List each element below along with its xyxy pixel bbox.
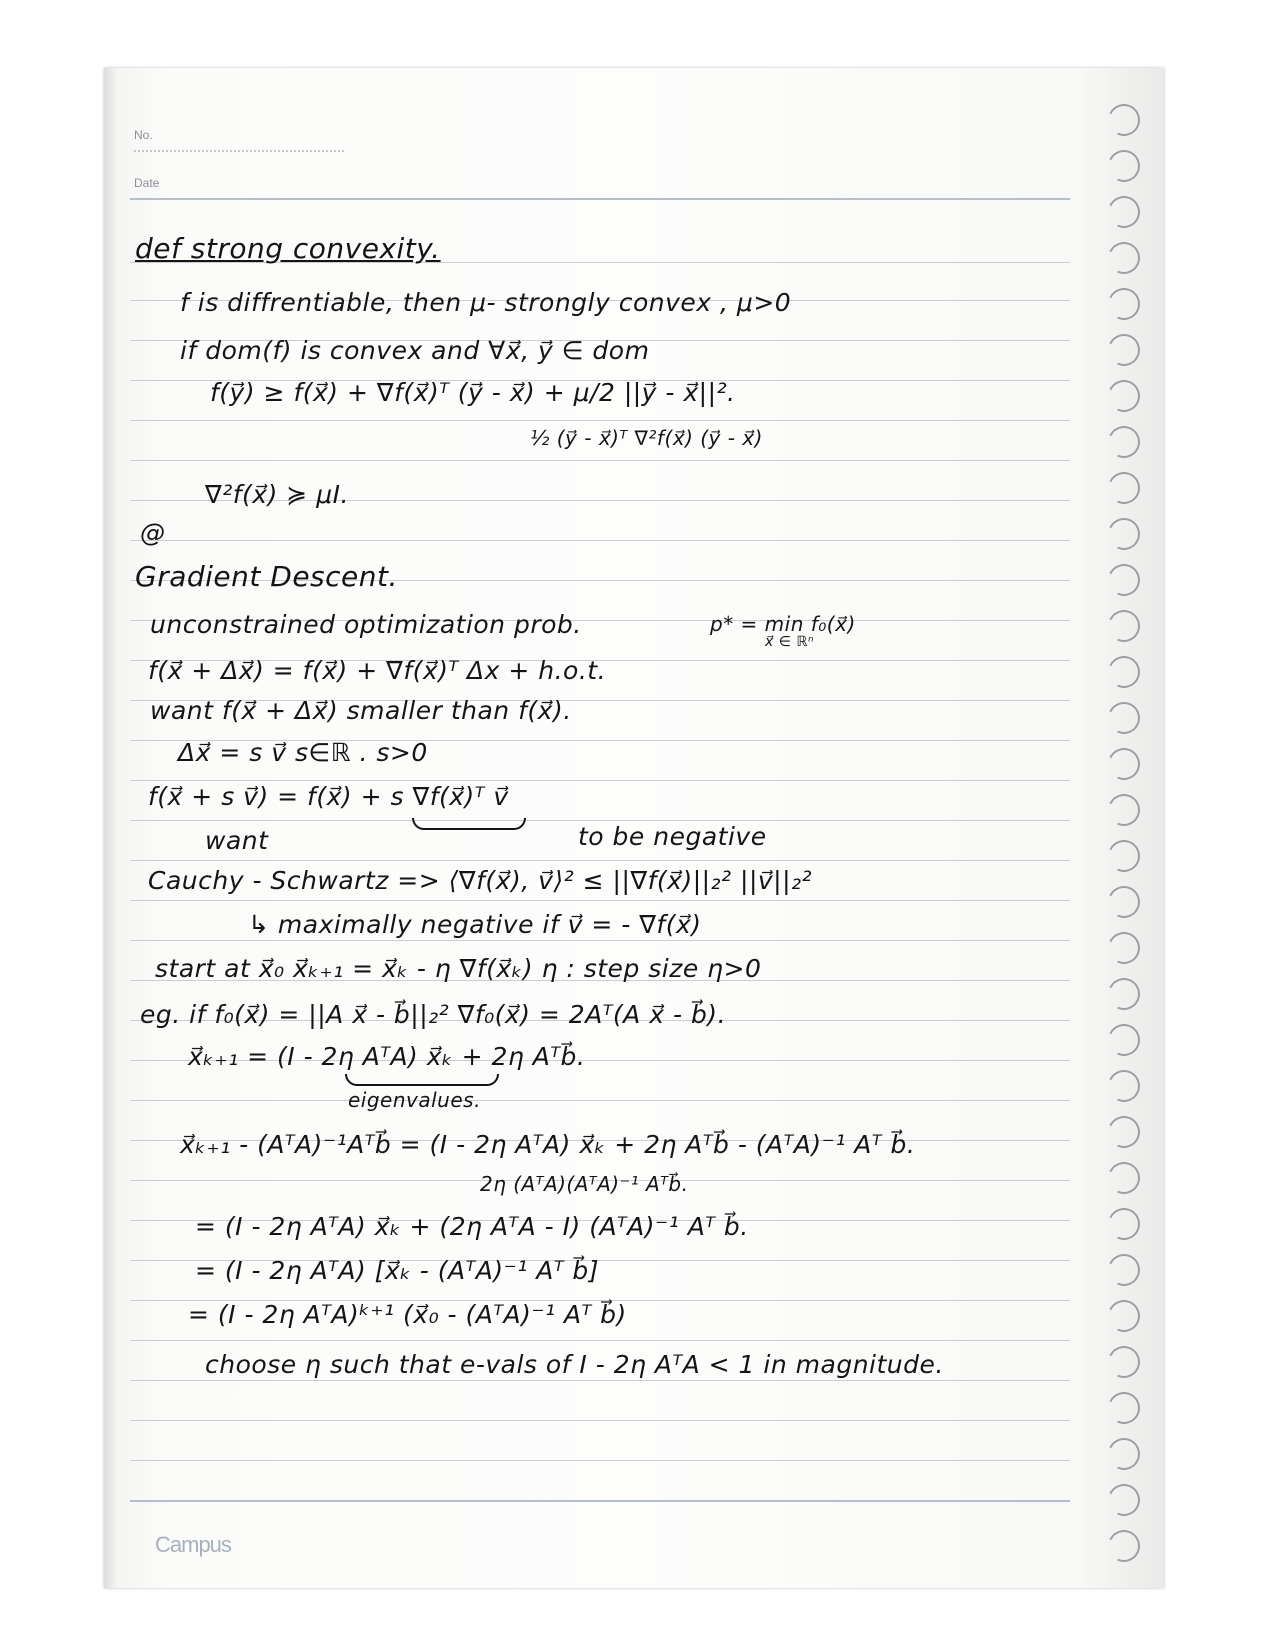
- ruled-line: [130, 1420, 1070, 1421]
- note-line: 2η (AᵀA)(AᵀA)⁻¹ Aᵀb⃗.: [480, 1172, 689, 1196]
- note-line: x⃗ₖ₊₁ - (AᵀA)⁻¹Aᵀb⃗ = (I - 2η AᵀA) x⃗ₖ + 2η Aᵀb⃗ - (AᵀA)⁻¹ Aᵀ b⃗.: [180, 1130, 916, 1159]
- note-line: f is diffrentiable, then μ- strongly convex , μ>0: [180, 288, 792, 317]
- heading-gradient-descent: Gradient Descent.: [135, 560, 398, 593]
- number-label: No.: [134, 128, 153, 142]
- date-label: Date: [134, 176, 160, 190]
- note-line: x⃗ ∈ ℝⁿ: [765, 634, 815, 650]
- ruled-line: [130, 900, 1070, 901]
- note-line: choose η such that e-vals of I - 2η AᵀA < 1 in magnitude.: [205, 1350, 944, 1379]
- ruled-line: [130, 860, 1070, 861]
- heading-strong-convexity: def strong convexity.: [135, 232, 441, 265]
- underbrace: [412, 818, 526, 830]
- note-line: f(x⃗ + s v⃗) = f(x⃗) + s ∇f(x⃗)ᵀ v⃗: [148, 782, 509, 811]
- note-line: = (I - 2η AᵀA)ᵏ⁺¹ (x⃗₀ - (AᵀA)⁻¹ Aᵀ b⃗): [188, 1300, 627, 1329]
- ruled-line: [130, 780, 1070, 781]
- note-line: = (I - 2η AᵀA) [x⃗ₖ - (AᵀA)⁻¹ Aᵀ b⃗]: [195, 1256, 600, 1285]
- ruled-line: [130, 460, 1070, 461]
- note-line: f(x⃗ + Δx⃗) = f(x⃗) + ∇f(x⃗)ᵀ Δx + h.o.t.: [148, 656, 607, 685]
- note-line: @: [140, 518, 166, 547]
- note-line: x⃗ₖ₊₁ = (I - 2η AᵀA) x⃗ₖ + 2η Aᵀb⃗.: [188, 1042, 586, 1071]
- note-line: Δx⃗ = s v⃗ s∈ℝ . s>0: [178, 738, 428, 767]
- note-line: ∇²f(x⃗) ≽ μI.: [205, 480, 349, 509]
- page-edge-shadow: [104, 68, 116, 1588]
- header-rule: [130, 198, 1070, 200]
- note-line: if dom(f) is convex and ∀x⃗, y⃗ ∈ dom: [180, 336, 650, 365]
- underbrace: [345, 1074, 499, 1086]
- ruled-line: [130, 1460, 1070, 1461]
- note-line: ½ (y⃗ - x⃗)ᵀ ∇²f(x⃗) (y⃗ - x⃗): [530, 426, 763, 450]
- note-line: want: [205, 826, 269, 855]
- ruled-line: [130, 540, 1070, 541]
- ruled-line: [130, 940, 1070, 941]
- note-line: p* = min f₀(x⃗): [710, 612, 856, 636]
- note-line: want f(x⃗ + Δx⃗) smaller than f(x⃗).: [150, 696, 572, 725]
- number-dotted-line: [134, 150, 344, 152]
- footer-rule: [130, 1500, 1070, 1502]
- note-line: to be negative: [578, 822, 767, 851]
- note-line: eg. if f₀(x⃗) = ||A x⃗ - b⃗||₂² ∇f₀(x⃗) = 2Aᵀ(A x⃗ - b⃗).: [140, 1000, 727, 1029]
- note-line: = (I - 2η AᵀA) x⃗ₖ + (2η AᵀA - I) (AᵀA)⁻¹ Aᵀ b⃗.: [195, 1212, 749, 1241]
- note-line: start at x⃗₀ x⃗ₖ₊₁ = x⃗ₖ - η ∇f(x⃗ₖ) η : step size η>0: [155, 954, 762, 983]
- ruled-line: [130, 420, 1070, 421]
- ruled-line: [130, 1100, 1070, 1101]
- note-line: unconstrained optimization prob.: [150, 610, 582, 639]
- ruled-line: [130, 1340, 1070, 1341]
- ruled-line: [130, 1380, 1070, 1381]
- note-line: eigenvalues.: [348, 1088, 481, 1112]
- note-line: Cauchy - Schwartz => ⟨∇f(x⃗), v⃗⟩² ≤ ||∇f(x⃗)||₂² ||v⃗||₂²: [148, 866, 813, 895]
- campus-brand: Campus: [155, 1532, 231, 1557]
- note-line: f(y⃗) ≥ f(x⃗) + ∇f(x⃗)ᵀ (y⃗ - x⃗) + μ/2 ||y⃗ - x⃗||².: [210, 378, 736, 407]
- ruled-line: [130, 820, 1070, 821]
- note-line: ↳ maximally negative if v⃗ = - ∇f(x⃗): [248, 910, 702, 939]
